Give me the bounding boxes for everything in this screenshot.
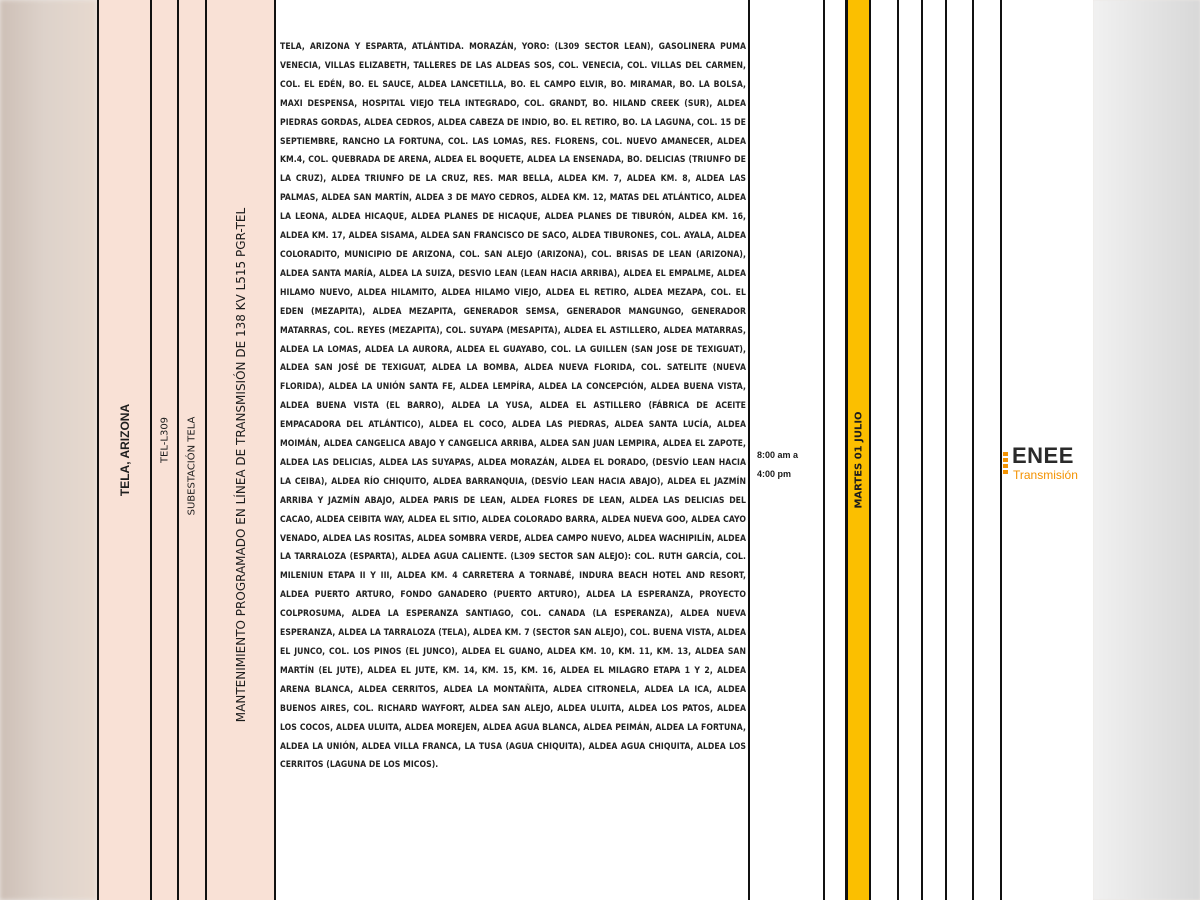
circuit-cell [152, 0, 179, 900]
zone-text: TELA, ARIZONA [117, 403, 132, 497]
work-text: MANTENIMIENTO PROGRAMADO EN LÍNEA DE TRANSMISIÓN DE 138 KV L515 PGR-TEL [233, 207, 248, 723]
enee-logo [1003, 444, 1095, 484]
station-cell [179, 0, 207, 900]
blank-column [899, 0, 923, 900]
time-start: 8:00 am a [757, 450, 799, 460]
blurred-background-right [1093, 0, 1200, 900]
blank-column [871, 0, 899, 900]
date-text: MARTES 01 JULIO [853, 411, 864, 509]
logo-word: ENEE [1012, 443, 1074, 468]
blank-column [825, 0, 847, 900]
work-cell [207, 0, 276, 900]
blank-column [923, 0, 947, 900]
blurred-background-left [0, 0, 97, 900]
logo-mark-icon [1003, 452, 1008, 476]
station-text: SUBESTACIÓN TELA [186, 416, 198, 516]
time-end: 4:00 pm [757, 469, 792, 479]
time-cell [750, 0, 825, 900]
zone-cell [97, 0, 152, 900]
blank-column [974, 0, 1002, 900]
blank-column [947, 0, 974, 900]
outage-schedule-table [97, 0, 1093, 900]
date-cell [847, 0, 871, 900]
circuit-text: TEL-L309 [159, 416, 170, 464]
time-text [757, 446, 798, 484]
logo-subtitle: Transmisión [1013, 468, 1078, 482]
affected-areas-cell [276, 0, 750, 900]
affected-areas-text: TELA, ARIZONA Y ESPARTA, ATLÁNTIDA. MORAZÁN, YORO: (L309 SECTOR LEAN), GASOLINERA PUMA VENECIA, VILLAS ELIZABETH, TALLERES DE LAS ALDEAS SOS, COL. VENECIA, COL. VILLAS DEL CARMEN, COL. EL EDÉN, BO. EL SAUCE, ALDEA LANCETILLA, BO. EL CAMPO ELVIR, BO. MIRAMAR, BO. LA BOLSA, MAXI DESPENSA, HOSPITAL VIEJO TELA INTEGRADO, COL. GRANDT, BO. HILAND CREEK (SUR), ALDEA PIEDRAS GORDAS, ALDEA CEDROS, ALDEA CABEZA DE INDIO, BO. EL RETIRO, BO. LA LAGUNA, COL. 15 DE SEPTIEMBRE, RANCHO LA FORTUNA, COL. LAS LOMAS, RES. FLORENS, COL. NUEVO AMANECER, ALDEA KM.4, COL. QUEBRADA DE ARENA, ALDEA EL BOQUETE, ALDEA LA ENSENADA, BO. DELICIAS (TRIUNFO DE LA CRUZ), ALDEA TRIUNFO DE LA CRUZ, RES. MAR BELLA, ALDEA KM. 7, ALDEA KM. 8, ALDEA LAS PALMAS, ALDEA SAN MARTÍN, ALDEA 3 DE MAYO CEDROS, ALDEA KM. 12, MATAS DEL ATLÁNTICO, ALDEA LA LEONA, ALDEA HICAQUE, ALDEA PLANES DE HICAQUE, ALDEA PLANES DE TIBURÓN, ALDEA KM. 16, ALDEA KM. 17, ALDEA SISAMA, ALDEA SAN FRANCISCO DE SACO, ALDEA TIBURONES, COL. AYALA, ALDEA COLORADITO, MUNICIPIO DE ARIZONA, COL. SAN ALEJO (ARIZONA), COL. BRISAS DE LEAN (ARIZONA), ALDEA SANTA MARÍA, ALDEA LA SUIZA, DESVIO LEAN (LEAN HACIA ARRIBA), ALDEA EL EMPALME, ALDEA HILAMO NUEVO, ALDEA HILAMITO, ALDEA HILAMO VIEJO, ALDEA EL RETIRO, ALDEA MEZAPA, COL. EL EDEN (MEZAPITA), ALDEA MEZAPITA, GENERADOR SEMSA, GENERADOR MANGUNGO, GENERADOR MATARRAS, COL. REYES (MEZAPITA), COL. SUYAPA (MESAPITA), ALDEA EL ASTILLERO, ALDEA MATARRAS, ALDEA LA LOMAS, ALDEA LA AURORA, ALDEA EL GUAYABO, COL. LA GUILLEN (SAN JOSE DE TEXIGUAT), ALDEA SAN JOSÉ DE TEXIGUAT, ALDEA LA BOMBA, ALDEA NUEVA FLORIDA, COL. SATELITE (NUEVA FLORIDA), ALDEA LA UNIÓN SANTA FE, ALDEA LEMPÍRA, ALDEA LA CONCEPCIÓN, ALDEA BUENA VISTA, ALDEA BUENA VISTA (EL BARRO), ALDEA LA YUSA, ALDEA EL ASTILLERO (FÁBRICA DE ACEITE EMPACADORA DEL ATLÁNTICO), ALDEA EL COCO, ALDEA LAS PIEDRAS, ALDEA SANTA LUCÍA, ALDEA MOIMÁN, ALDEA CANGELICA ABAJO Y CANGELICA ARRIBA, ALDEA SAN JUAN LEMPIRA, ALDEA EL ZAPOTE, ALDEA LAS DELICIAS, ALDEA LAS SUYAPAS, ALDEA MORAZÁN, ALDEA EL DORADO, (DESVÍO LEAN HACIA LA CEIBA), ALDEA RÍO CHIQUITO, ALDEA BARRANQUIA, (DESVÍO LEAN HACIA ABAJO), ALDEA EL JAZMÍN ARRIBA Y JAZMÍN ABAJO, ALDEA PARIS DE LEAN, ALDEA FLORES DE LEAN, ALDEA LAS DELICIAS DEL CACAO, ALDEA CEIBITA WAY, ALDEA EL SITIO, ALDEA COLORADO BARRA, ALDEA NUEVA GOO, ALDEA CAYO VENADO, ALDEA LAS ROSITAS, ALDEA SOMBRA VERDE, ALDEA CAMPO NUEVO, ALDEA WACHIPILÍN, ALDEA LA TARRALOZA (ESPARTA), ALDEA AGUA CALIENTE. (L309 SECTOR SAN ALEJO): COL. RUTH GARCÍA, COL. MILENIUN ETAPA II Y III, ALDEA KM. 4 CARRETERA A TORNABÉ, INDURA BEACH HOTEL AND RESORT, ALDEA PUERTO ARTURO, FONDO GANADERO (PUERTO ARTURO), ALDEA LA ESPERANZA, PROYECTO COLPROSUMA, ALDEA LA ESPERANZA SANTIAGO, COL. CANADA (LA ESPERANZA), ALDEA NUEVA ESPERANZA, ALDEA LA TARRALOZA (TELA), ALDEA KM. 7 (SECTOR SAN ALEJO), COL. BUENA VISTA, ALDEA EL JUNCO, COL. LOS PINOS (EL JUNCO), ALDEA EL GUANO, ALDEA KM. 10, KM. 11, KM. 13, ALDEA SAN MARTÍN (EL JUTE), ALDEA EL JUTE, KM. 14, KM. 15, KM. 16, ALDEA EL MILAGRO ETAPA 1 Y 2, ALDEA ARENA BLANCA, ALDEA CERRITOS, ALDEA LA MONTAÑITA, ALDEA CITRONELA, ALDEA LA ICA, ALDEA BUENOS AIRES, COL. RICHARD WAYFORT, ALDEA SAN ALEJO, ALDEA ULUITA, ALDEA LOS PATOS, ALDEA LOS COCOS, ALDEA ULUITA, ALDEA MOREJEN, ALDEA AGUA BLANCA, ALDEA PEIMÁN, ALDEA LA FORTUNA, ALDEA LA UNIÓN, ALDEA VILLA FRANCA, LA TUSA (AGUA CHIQUITA), ALDEA AGUA CHIQUITA, ALDEA LOS CERRITOS (LAGUNA DE LOS MICOS). [280, 42, 746, 771]
